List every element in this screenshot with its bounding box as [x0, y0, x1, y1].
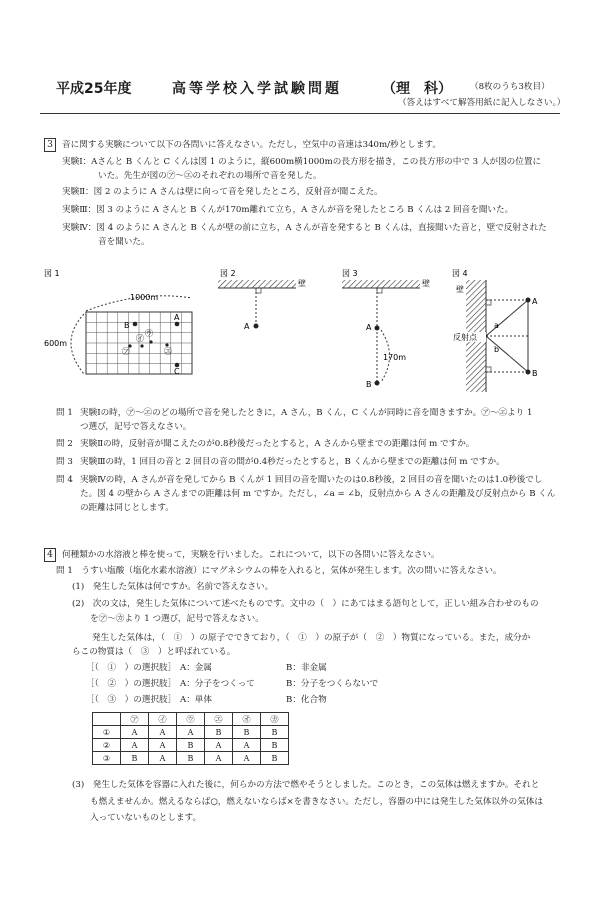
- q3-question-label: 問 1: [56, 408, 73, 418]
- figure-2: [218, 268, 306, 331]
- page-count: （8枚のうち3枚目）: [470, 82, 550, 92]
- table-cell: B: [261, 739, 289, 752]
- fig1-person-b: [133, 322, 138, 327]
- fig1-pe-label: ㋓: [164, 347, 172, 356]
- table-cell: A: [121, 739, 149, 752]
- table-cell: A: [121, 726, 149, 739]
- table-cell: B: [177, 739, 205, 752]
- fig3-b-label: B: [366, 380, 372, 389]
- exp2-line: 実験Ⅱ：図 2 のように A さんは壁に向って音を発したところ，反射音が聞こえた。: [62, 187, 383, 197]
- figure-1: [44, 268, 192, 376]
- fig1-height-label: 600m: [44, 339, 68, 348]
- q3-question-line: [56, 455, 505, 469]
- fig1-person-a: [175, 322, 180, 327]
- choice-label: ［（ ① ）の選択肢］: [86, 663, 177, 673]
- q3-number: 3: [44, 138, 56, 152]
- choice-label: ［（ ③ ）の選択肢］: [86, 695, 177, 705]
- fig4-person-b: [526, 370, 531, 375]
- table-cell: ㋕: [261, 713, 289, 726]
- q4-number: 4: [44, 548, 56, 562]
- fig4-angle-a: a: [494, 321, 499, 330]
- table-cell: B: [177, 752, 205, 765]
- fig1-pa-label: ㋐: [122, 347, 130, 356]
- table-cell: A: [205, 752, 233, 765]
- choice-b: B：化合物: [286, 695, 327, 705]
- q3-question-text: た。図 4 の壁から A さんまでの距離は何 m ですか。ただし，∠a = ∠b，反射点から A さんの距離及び反射点から B くん: [80, 489, 556, 499]
- choice-a: A：単体: [180, 695, 212, 705]
- exp1-line2: いた。先生が図の㋐〜㋓のそれぞれの場所で音を発した。: [98, 171, 322, 181]
- fig4-reflect-label: 反射点: [453, 333, 477, 342]
- fig4-angle-b: b: [494, 345, 500, 354]
- answer-table: [92, 712, 289, 765]
- fig4-b-label: B: [532, 369, 538, 378]
- q3-question-text: 実験Ⅰの時，㋐〜㋓のどの場所で音を発したときに，A さん，B くん，C くんが同時に音を聞きますか。㋐〜㋓より 1: [80, 408, 533, 418]
- fig4-a-label: A: [532, 297, 538, 306]
- q3-question-label: 問 4: [56, 475, 73, 485]
- q4-sub2-line3: 発生した気体は，（ ① ）の原子でできており，（ ① ）の原子が（ ② ）物質になっている。また，成分か: [92, 633, 531, 643]
- fig3-label: 図 3: [342, 269, 358, 278]
- q4-sub3-line2: も燃えませんか。燃えるならば○，燃えないならば×を書きなさい。ただし，容器の中には発生した気体以外の気体は: [90, 797, 543, 807]
- choice-b: B：分子をつくらないで: [286, 679, 379, 689]
- q4-sub2-line2: を㋐〜㋕より 1 つ選び，記号で答えなさい。: [90, 614, 264, 624]
- fig4-incident-ray: [486, 300, 528, 336]
- q3-question-line: [56, 501, 174, 515]
- fig2-label: 図 2: [220, 269, 236, 278]
- q4-sub3-line3: 入っていないものとします。: [90, 813, 202, 823]
- table-cell: ㋒: [177, 713, 205, 726]
- exam-subject: （理 科）: [382, 81, 452, 97]
- q3-question-line: [56, 406, 532, 420]
- table-cell: B: [261, 752, 289, 765]
- fig3-wall-label: 壁: [422, 279, 430, 288]
- table-cell: A: [233, 752, 261, 765]
- fig3-distance-label: 170m: [383, 353, 407, 362]
- q4-sub2-line1: (2) 次の文は，発生した気体について述べたものです。文中の（ ）にあてはまる語句として，正しい組み合わせのもの: [72, 599, 539, 609]
- fig3-wall: [342, 280, 420, 288]
- table-cell: ㋔: [233, 713, 261, 726]
- exp4-line2: 音を聞いた。: [98, 237, 150, 247]
- fig1-height-arc: [71, 314, 84, 374]
- table-cell: A: [149, 739, 177, 752]
- fig1-point-i: [140, 344, 143, 347]
- fig3-a-label: A: [366, 323, 372, 332]
- table-cell: A: [177, 726, 205, 739]
- fig4-wall-label: 壁: [456, 285, 464, 294]
- table-cell: A: [149, 752, 177, 765]
- q3-question-text: つ選び，記号で答えなさい。: [80, 422, 192, 432]
- q4-intro: 4 何種類かの水溶液と棒を使って，実験を行いました。これについて，以下の各問いに答えなさい。: [44, 548, 440, 562]
- fig2-wall-label: 壁: [298, 279, 306, 288]
- fig2-person-a: [254, 324, 259, 329]
- figure-4: [452, 268, 538, 392]
- fig1-c-label: C: [174, 367, 180, 376]
- table-cell: B: [233, 726, 261, 739]
- table-cell: B: [121, 752, 149, 765]
- fig1-pi-label: ㋑: [136, 334, 144, 343]
- table-header-row: [93, 713, 289, 726]
- q3-question-text: 実験Ⅲの時，1 回目の音と 2 回目の音の間が0.4秒だったとすると，B くんから壁までの距離は何 m ですか。: [80, 457, 505, 467]
- table-cell: ②: [93, 739, 121, 752]
- fig3-person-b: [375, 381, 380, 386]
- header-divider: [40, 113, 560, 114]
- fig2-a-label: A: [244, 322, 250, 331]
- answer-note: （答えはすべて解答用紙に記入しなさい。）: [398, 98, 566, 108]
- table-cell: B: [205, 726, 233, 739]
- fig4-label: 図 4: [452, 269, 468, 278]
- q3-question-text: 実験Ⅱの時，反射音が聞こえたのが0.8秒後だったとすると，A さんから壁までの距離は何 m ですか。: [80, 439, 475, 449]
- table-row: [93, 739, 289, 752]
- fig2-wall: [218, 280, 296, 288]
- figures-area: [40, 262, 570, 394]
- choice-label: ［（ ② ）の選択肢］: [86, 679, 177, 689]
- exam-title: 高等学校入学試験問題: [172, 81, 342, 97]
- q3-question-line: [56, 437, 474, 451]
- fig4-person-a: [526, 298, 531, 303]
- exam-year: 平成25年度: [56, 81, 132, 97]
- q3-question-text: 実験Ⅳの時，A さんが音を発してから B くんが 1 回目の音を聞いたのは0.8秒後，2 回目の音を聞いたのは1.0秒後でし: [80, 475, 543, 485]
- exp1-line1: 実験Ⅰ：Aさんと B くんと C くんは図 1 のように，縦600m横1000mの長方形を描き，この長方形の中で 3 人が図の位置に: [62, 157, 542, 167]
- choice-b: B：非金属: [286, 663, 327, 673]
- q3-question-line: [56, 473, 543, 487]
- fig3-right-angle: [377, 288, 382, 293]
- fig4-reflected-ray: [486, 336, 528, 372]
- table-cell: A: [149, 726, 177, 739]
- fig1-a-label: A: [174, 313, 180, 322]
- answer-table-wrap: [92, 712, 289, 765]
- choice-a: A：分子をつくって: [180, 679, 255, 689]
- q3-question-label: 問 2: [56, 439, 73, 449]
- table-row: [93, 752, 289, 765]
- table-cell: A: [205, 739, 233, 752]
- table-cell: ㋐: [121, 713, 149, 726]
- fig1-point-u: [149, 340, 152, 343]
- table-cell: ③: [93, 752, 121, 765]
- table-cell: ㋓: [205, 713, 233, 726]
- fig1-label: 図 1: [44, 269, 60, 278]
- fig1-pu-label: ㋒: [145, 329, 153, 338]
- exp4-line1: 実験Ⅳ：図 4 のように A さんと B くんが壁の前に立ち，A さんが音を発すると B くんは，直接聞いた音と，壁で反射された: [62, 223, 547, 233]
- exp3-line: 実験Ⅲ：図 3 のように A さんと B くんが170m離れて立ち，A さんが音を発したところ B くんは 2 回音を聞いた。: [62, 205, 514, 215]
- fig2-right-angle: [256, 288, 261, 293]
- fig3-person-a: [375, 326, 380, 331]
- table-cell: A: [233, 739, 261, 752]
- q3-question-text: の距離は同じとします。: [80, 503, 174, 513]
- fig4-a-right-angle: [486, 300, 491, 305]
- q4-sub1: (1) 発生した気体は何ですか。名前で答えなさい。: [72, 582, 274, 592]
- q3-intro: 3 音に関する実験について以下の各問いに答えなさい。ただし，空気中の音速は340m/秒とします。: [44, 138, 441, 152]
- fig1-width-label: 1000m: [130, 293, 159, 302]
- q3-question-line: [56, 487, 555, 501]
- table-cell: B: [261, 726, 289, 739]
- fig4-b-right-angle: [486, 367, 491, 372]
- table-cell: [93, 713, 121, 726]
- figure-3: [342, 268, 430, 389]
- q4-question1: 問 1 うすい塩酸（塩化水素水溶液）にマグネシウムの棒を入れると，気体が発生します。次の問いに答えなさい。: [56, 566, 502, 576]
- q3-question-line: [56, 420, 191, 434]
- q3-question-label: 問 3: [56, 457, 73, 467]
- fig1-b-label: B: [124, 321, 130, 330]
- choice-a: A：金属: [180, 663, 212, 673]
- table-cell: ㋑: [149, 713, 177, 726]
- table-row: [93, 726, 289, 739]
- table-cell: ①: [93, 726, 121, 739]
- q4-sub2-line4: らこの物質は（ ③ ）と呼ばれている。: [72, 647, 236, 657]
- q4-sub3-line1: (3) 発生した気体を容器に入れた後に，何らかの方法で燃やそうとしました。このとき，この気体は燃えますか。それと: [72, 780, 540, 790]
